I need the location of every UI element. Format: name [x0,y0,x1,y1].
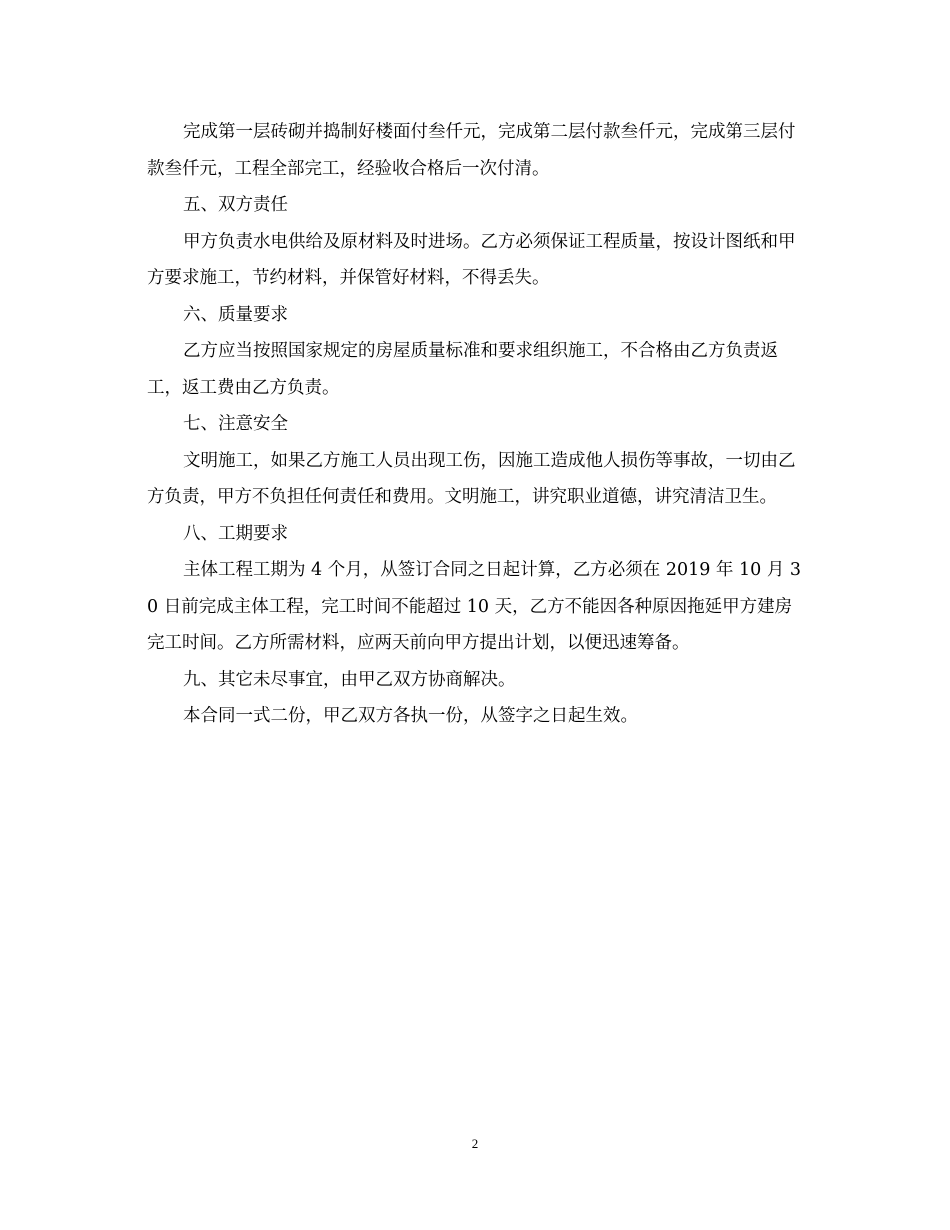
section-other-matters: 九、其它未尽事宜，由甲乙双方协商解决。 [183,669,516,690]
payment-schedule-paragraph: 完成第一层砖砌并捣制好楼面付叁仟元，完成第二层付款叁仟元，完成第三层付款叁仟元，工程全部完工，经验收合格后一次付清。 [147,122,796,179]
quality-paragraph: 乙方应当按照国家规定的房屋质量标准和要求组织施工，不合格由乙方负责返工，返工费由乙方负责。 [147,341,778,398]
section-heading-quality: 六、质量要求 [183,304,288,325]
safety-paragraph: 文明施工，如果乙方施工人员出现工伤，因施工造成他人损伤等事故，一切由乙方负责，甲方不负担任何责任和费用。文明施工，讲究职业道德，讲究清洁卫生。 [147,450,796,507]
responsibilities-paragraph: 甲方负责水电供给及原材料及时进场。乙方必须保证工程质量，按设计图纸和甲方要求施工，节约材料，并保管好材料，不得丢失。 [147,231,796,288]
document-body [147,114,802,735]
section-heading-safety: 七、注意安全 [183,414,288,434]
section-heading-responsibilities: 五、双方责任 [183,195,288,215]
page-number: 2 [471,1136,479,1151]
schedule-paragraph: 主体工程工期为 4 个月，从签订合同之日起计算，乙方必须在 2019 年 10 月 30 日前完成主体工程，完工时间不能超过 10 天，乙方不能因各种原因拖延甲方建房完工时间。乙方所需材料，应两天前向甲方提出计划，以便迅速筹备。 [147,560,802,653]
section-contract-copies: 本合同一式二份，甲乙双方各执一份，从签字之日起生效。 [183,706,638,726]
section-heading-schedule: 八、工期要求 [183,523,288,544]
